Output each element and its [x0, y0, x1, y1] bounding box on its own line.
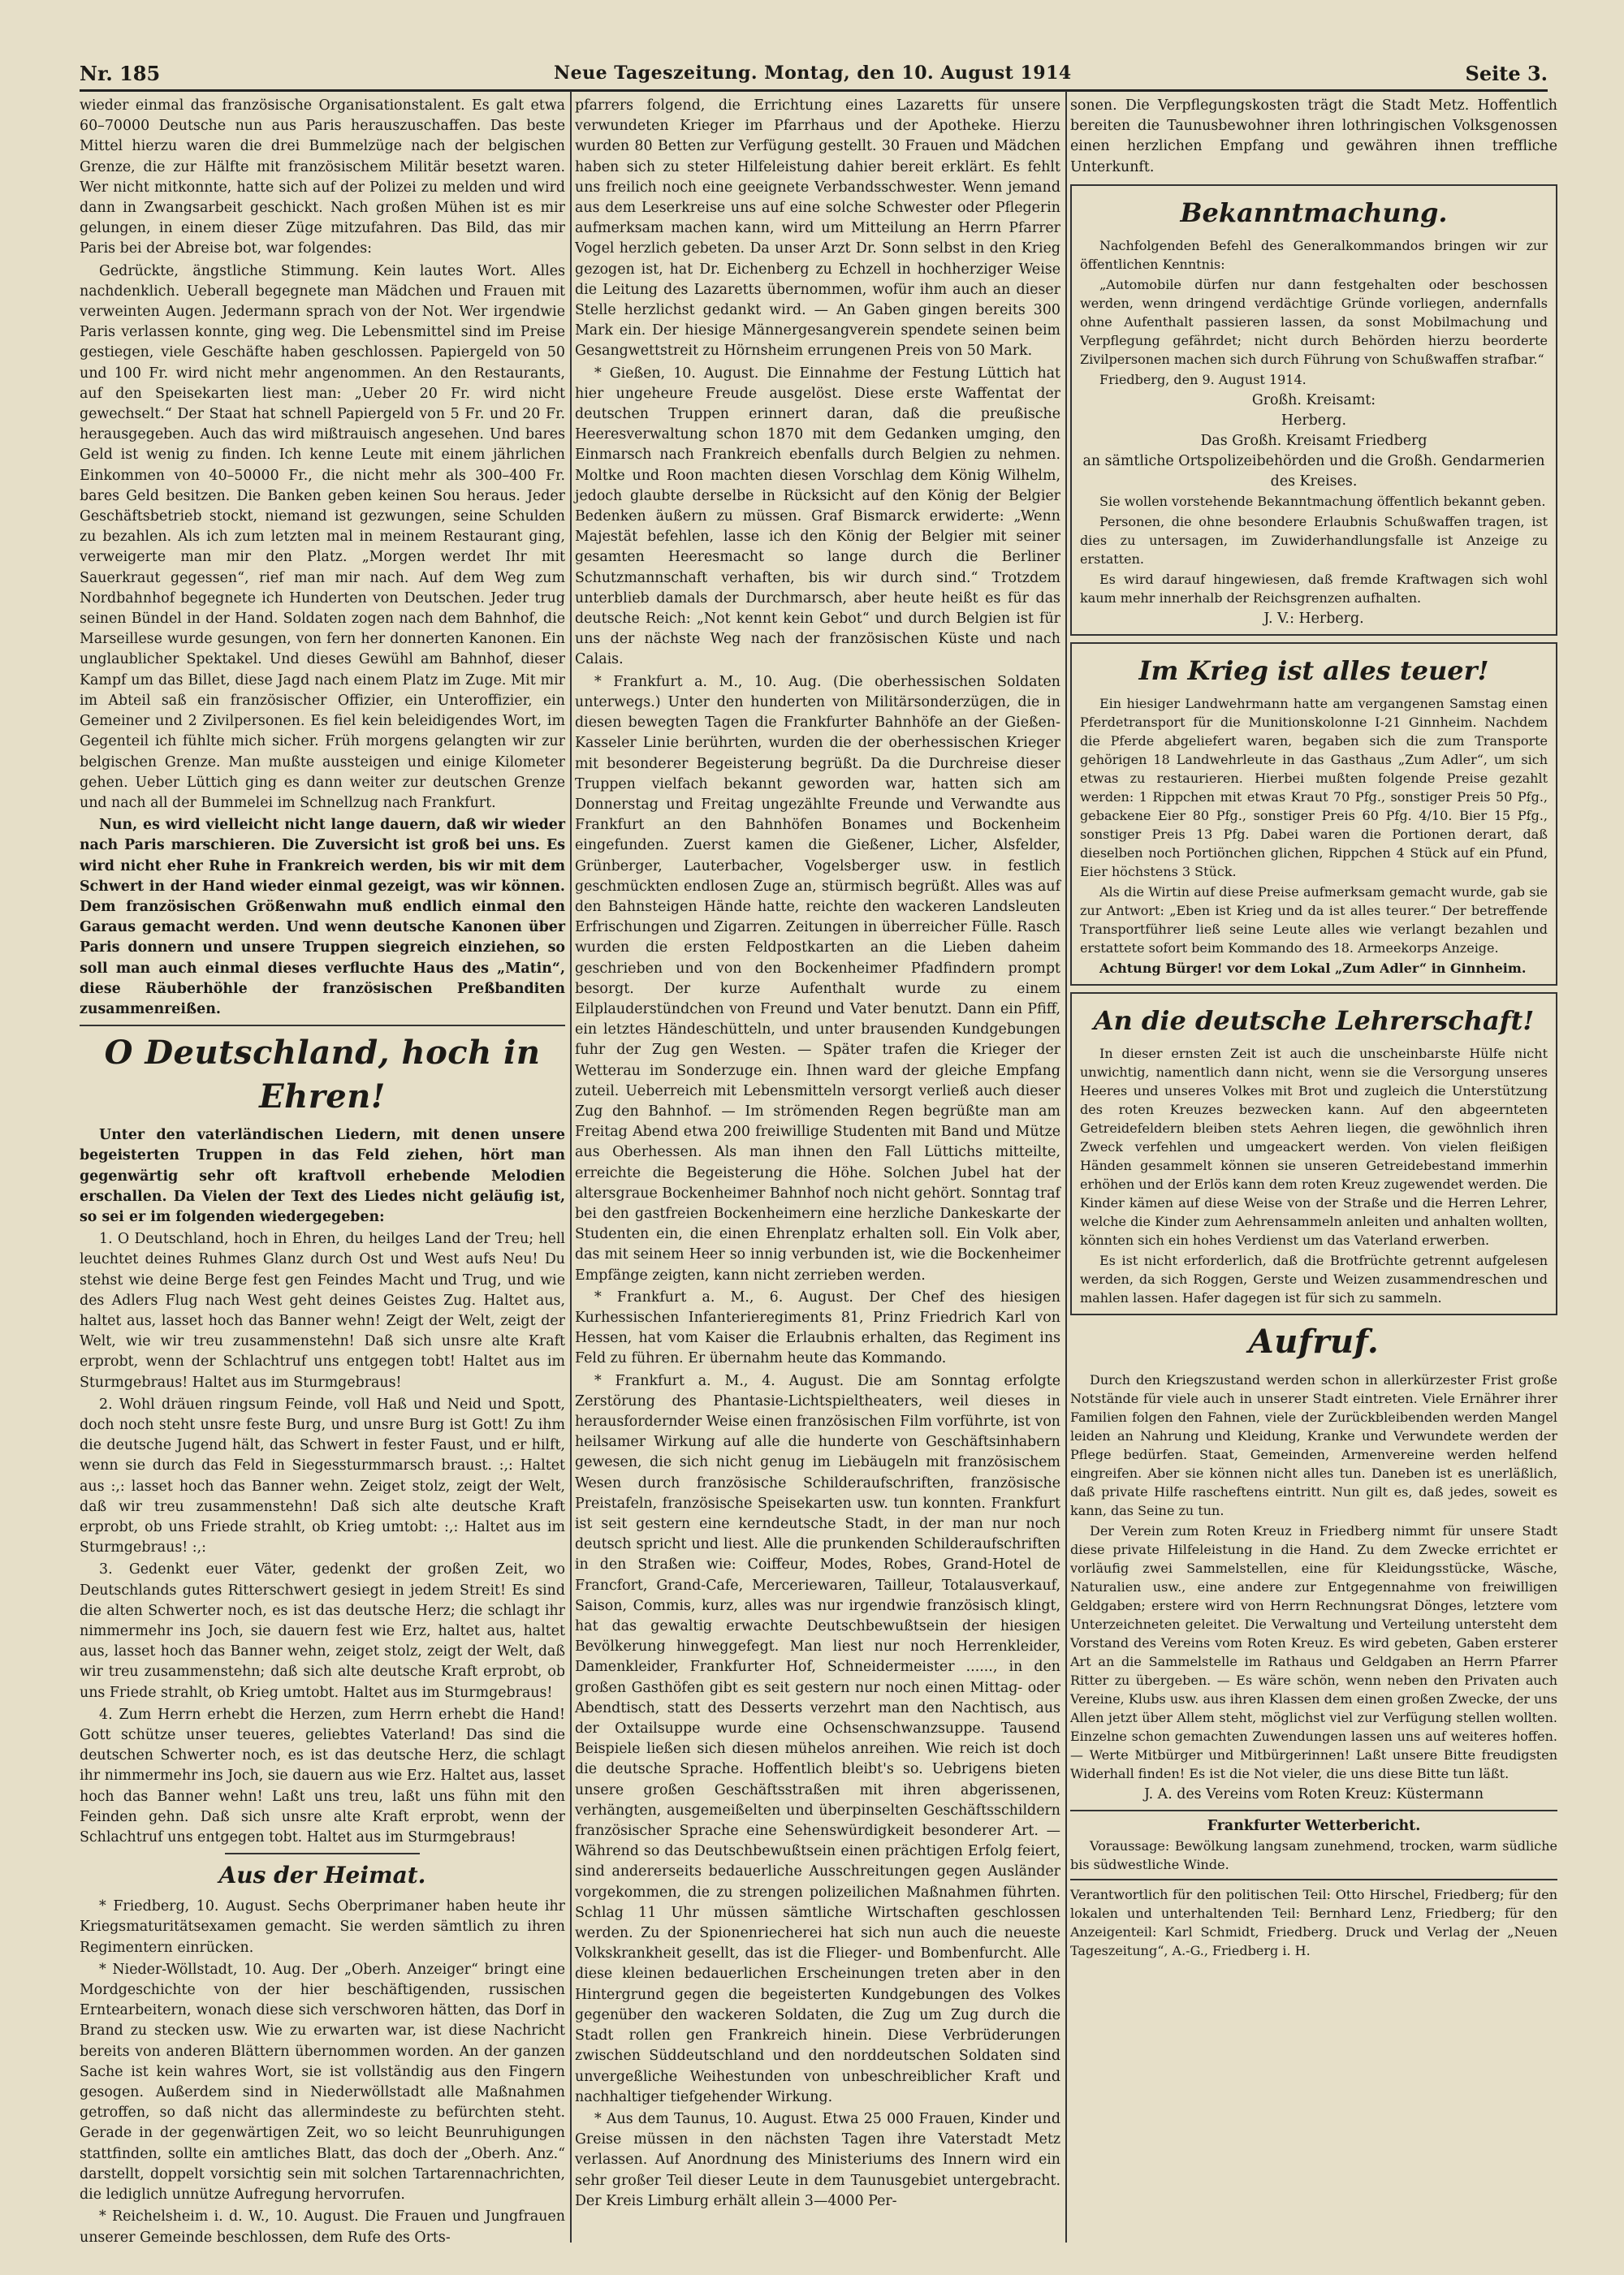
aufruf-p1: Durch den Kriegszustand werden schon in allerkürzester Frist große Notstände für viele auch in unserer Stadt eintreten. Viele Ernährer ihrer Familien folgen den Fahnen, viele der Zurückbleibenden werden Mangel leiden an Nahrung und Kleidung, Kranke und Verwundete werden der Pflege bedürfen. Staat, Gemeinden, Armenvereine werden helfend eingreifen. Aber sie können nicht alles tun. Daneben ist es unerläßlich, daß private Hilfe rascheftens eintritt. Nun gilt es, daß jedes, soweit es kann, das Seine zu tun.: [1070, 1371, 1557, 1518]
column-1: [80, 96, 565, 2246]
song-verse-1: 1. O Deutschland, hoch in Ehren, du heilges Land der Treu; hell leuchtet deines Ruhmes Glanz durch Ost und West aufs Neu! Du stehst wie deine Berge fest gen Feindes Macht und Trug, und wie des Adlers Flug nach West geht deines Geistes Zug. Haltet aus, haltet aus, lasset hoch das Banner wehn! Zeigt der Welt, zeigt der Welt, wie wir treu zusammenstehn! Daß sich unsre alte Kraft erprobt, wenn der Schlachtruf uns entgegen tobt! Haltet aus im Sturmgebraus! Haltet aus im Sturmgebraus!: [80, 1231, 565, 1391]
song-intro: Unter den vaterländischen Liedern, mit denen unsere begeisterten Truppen in das Feld ziehen, hört man gegenwärtig sehr oft kraftvoll erhebende Melodien erschallen. Da Vielen der Text des Liedes nicht geläufig ist, so sei er im folgenden wiedergegeben:: [80, 1127, 565, 1225]
bek-office: Großh. Kreisamt:: [1251, 391, 1376, 408]
song-verse-4: 4. Zum Herrn erhebt die Herzen, zum Herrn erhebt die Hand! Gott schütze unser teueres, geliebtes Vaterland! Das sind die deutschen Schwerter noch, es ist das deutsche Herz, die schlagt ihr nimmermehr ins Joch, sie dauern aus wie Erz. Haltet aus, lasset hoch das Banner wehn! Laßt uns treu, laßt uns fühn mit den Feinden gehn. Daß sich unsre alte Kraft erprobt, wenn der Schlachtruf uns entgegen tobt. Haltet aus im Sturmgebraus!: [80, 1706, 565, 1846]
krieg-p1: Ein hiesiger Landwehrmann hatte am vergangenen Samstag einen Pferdetransport für die Munitionskolonne I-21 Ginnheim. Nachdem die Pferde abgeliefert waren, begaben sich die zum Transporte gehörigen 18 Landwehrleute in das Gasthaus „Zum Adler“, um sich etwas zu restaurieren. Hierbei mußten folgende Preise gezahlt werden: 1 Rippchen mit etwas Kraut 70 Pfg., sonstiger Preis 50 Pfg., gebackene Eier 80 Pfg., sonstiger Preis 60 Pfg. 4/10. Bier 15 Pfg., sonstiger Preis 13 Pfg. Dabei waren die Portionen derart, daß dieselben noch Portiönchen glichen, Rippchen 4 Stück auf ein Pfund, Eier höchstens 3 Stück.: [1080, 695, 1548, 879]
lehrer-p2: Es ist nicht erforderlich, daß die Brotfrüchte getrennt aufgelesen werden, da sich Roggen, Gerste und Weizen zusammendreschen und mahlen lassen. Hafer dagegen ist für sich zu sammeln.: [1080, 1252, 1548, 1306]
heading-wetterbericht: Frankfurter Wetterbericht.: [1207, 1817, 1421, 1834]
news-metz-continued: sonen. Die Verpflegungskosten trägt die Stadt Metz. Hoffentlich bereiten die Taunusbewohner ihren lothringischen Volksgenossen einen herzlichen Empfang und gewähren ihnen treffliche Unterkunft.: [1070, 97, 1557, 175]
news-frankfurt-soldaten: * Frankfurt a. M., 10. Aug. (Die oberhessischen Soldaten unterwegs.) Unter den hunderten von Militärsonderzügen, die in diesen bewegten Tagen die Frankfurter Bahnhöfe an der Gießen-Kasseler Linie berührten, wurden die der oberhessischen Krieger mit besonderer Begeisterung begrüßt. Da die Durchreise dieser Truppen vielfach bekannt geworden war, hatten sich am Donnerstag und Freitag ungezählte Freunde und Verwandte aus Frankfurt an den Bahnhöfen Bonames und Bockenheim eingefunden. Zuerst kamen die Gießener, Licher, Alsfelder, Grünberger, Lauterbacher, Vogelsberger usw. in festlich geschmückten endlosen Zuge an, stürmisch begrüßt. Alles was auf den Bahnsteigen Hände hatte, reichte den wackeren Landsleuten Erfrischungen und Zigarren. Zeitungen in überreicher Fülle. Rasch wurden die ersten Feldpostkarten an die Lieben daheim geschrieben und von den Bockenheimer Pfadfindern prompt besorgt. Der kurze Aufenthalt wurde zu einem Eilplauderstündchen von Freund und Vater benutzt. Dann ein Pfiff, ein letztes Händeschütteln, und unter brausenden Kundgebungen fuhr der Zug gen Westen. — Später trafen die Krieger der Wetterau im Sonderzuge ein. Ihnen ward der gleiche Empfang zuteil. Ueberreich mit Lebensmitteln versorgt verließ auch dieser Zug den Bahnhof. — Im strömenden Regen begrüßte man am Freitag Abend etwa 200 freiwillige Studenten mit Band und Mütze aus Oberhessen. Als man ihnen den Fall Lüttichs mitteilte, erreichte die Begeisterung die Höhe. Solchen Jubel hat der altersgraue Bockenheimer Bahnhof noch nicht gehört. Sonntag traf bei den gastfreien Bockenheimern eine herzliche Dankeskarte der Studenten ein, die einen Ehrenplatz erhalten soll. Ein Volk aber, das mit seinem Heer so innig verbunden ist, wie die Bockenheimer Empfänge zeigten, kann nicht zerrieben werden.: [575, 673, 1060, 1284]
bek-p3: Personen, die ohne besondere Erlaubnis Schußwaffen tragen, ist dies zu untersagen, im Zuwiderhandlungsfalle ist Anzeige zu erstatten.: [1080, 513, 1548, 567]
bek-p4: Es wird darauf hingewiesen, daß fremde Kraftwagen sich wohl kaum mehr innerhalb der Reichsgrenzen aufhalten.: [1080, 571, 1548, 606]
krieg-p2: Als die Wirtin auf diese Preise aufmerksam gemacht wurde, gab sie zur Antwort: „Eben ist Krieg und da ist alles teurer.“ Der betreffende Transportführer ließ seine Leute alles wie verlangt bezahlen und erstattete sofort beim Kommando des 18. Armeekorps Anzeige.: [1080, 883, 1548, 956]
notice-krieg-teuer: [1070, 642, 1557, 986]
news-nieder-woellstadt: * Nieder-Wöllstadt, 10. Aug. Der „Oberh. Anzeiger“ bringt eine Mordgeschichte von der hier beschäftigenden, russischen Erntearbeitern, wonach diese sich verschworen hätten, das Dorf in Brand zu stecken usw. Wie zu erwarten war, ist diese Nachricht bereits von anderen Blättern übernommen worden. An der ganzen Sache ist kein wahres Wort, sie ist vollständig aus den Fingern gesogen. Außerdem sind in Niederwöllstadt alle Maßnahmen getroffen, so daß nicht das allermindeste zu befürchten steht. Gerade in der gegenwärtigen Zeit, wo so leicht Beunruhigungen stattfinden, sollte ein amtliches Blatt, das doch der „Oberh. Anz.“ darstellt, doppelt vorsichtig sein mit solchen Tartarennachrichten, die lediglich unnütze Aufregung hervorrufen.: [80, 1961, 565, 2204]
page-label: Seite 3.: [1465, 61, 1548, 85]
news-giessen: * Gießen, 10. August. Die Einnahme der Festung Lüttich hat hier ungeheure Freude ausgelöst. Diese erste Waffentat der deutschen Truppen erinnert daran, daß die preußische Heeresverwaltung schon 1870 mit dem Gedanken umging, den Einmarsch nach Frankreich ebenfalls durch Belgien zu nehmen. Moltke und Roon machten diesen Vorschlag dem König Wilhelm, jedoch glaubte derselbe in Rücksicht auf den König der Belgier Bedenken äußern zu müssen. Graf Bismarck erwiderte: „Wenn Majestät befehlen, lasse ich den König der Belgier mit seiner gesamten Heeresmacht so lange durch die Berliner Schutzmannschaft verhaften, bis wir durch sind.“ Trotzdem unterblieb damals der Durchmarsch, aber heute heißt es für das deutsche Reich: „Not kennt kein Gebot“ und durch Belgien ist für uns der nächste Weg nach der französischen Küste und nach Calais.: [575, 365, 1060, 668]
separator: [1070, 1810, 1557, 1811]
bek-to-1: Das Großh. Kreisamt Friedberg: [1200, 432, 1427, 449]
bek-p2: Sie wollen vorstehende Bekanntmachung öffentlich bekannt geben.: [1099, 493, 1546, 509]
heading-heimat: Aus der Heimat.: [218, 1862, 426, 1889]
bek-name: Herberg.: [1281, 412, 1347, 429]
article-paris-conclusion: Nun, es wird vielleicht nicht lange dauern, daß wir wieder nach Paris marschieren. Die Zuversicht ist groß bei uns. Es wird nicht eher Ruhe in Frankreich werden, bis wir mit dem Schwert in der Hand wieder einmal gezeigt, was wir können. Dem französischen Größenwahn muß endlich einmal den Garaus gemacht werden. Und wenn deutsche Kanonen über Paris donnern und unsere Truppen siegreich einziehen, so soll man auch einmal dieses verfluchte Haus des „Matin“, diese Räuberhöhle der französischen Preßbanditen zusammenreißen.: [80, 817, 565, 1017]
column-divider: [570, 91, 572, 2243]
song-verse-2: 2. Wohl dräuen ringsum Feinde, voll Haß und Neid und Spott, doch noch steht unsre feste Burg, und unsre Burg ist Gott! Zu ihm die deutsche Jugend hält, das Schwert in fester Faust, und er hilft, wenn sie durch das Feld in Siegessturmmarsch braust. :,: Haltet aus :,: lasset hoch das Banner wehn. Zeiget stolz, zeigt der Welt, daß wir treu zusammenstehn! Daß sich alte deutsche Kraft erprobt, ob uns Friede strahlt, ob Krieg umtobt: :,: Haltet aus im Sturmgebraus! :,:: [80, 1396, 565, 1556]
lehrer-p1: In dieser ernsten Zeit ist auch die unscheinbarste Hülfe nicht unwichtig, namentlich dann nicht, wenn sie die Versorgung unseres Heeres und unseres Volkes mit Brot und zugleich die Unterstützung des roten Kreuzes bezwecken kann. Auf den abgeernteten Getreidefeldern bleiben stets Aehren liegen, die gewöhnlich ihren Zweck verfehlen und umgeackert werden. Von vielen fleißigen Händen gesammelt können sie unseren Getreidebestand immerhin erhöhen und der Erlös kann dem roten Kreuz zugewendet werden. Die Kinder kämen auf diese Weise von der Straße und die Herren Lehrer, welche die Kinder zum Aehrensammeln anleiten und anhalten wollten, könnten sich ein hohes Verdienst um das Vaterland erwerben.: [1080, 1045, 1548, 1248]
news-lazarett: pfarrers folgend, die Errichtung eines Lazaretts für unsere verwundeten Krieger im Pfarrhaus und der Apotheke. Hierzu wurden 80 Betten zur Verfügung gestellt. 30 Frauen und Mädchen haben sich zu steter Hilfeleistung dahier bereit erklärt. Es fehlt uns freilich noch eine geeignete Verbandsschwester. Wenn jemand aus dem Leserkreise uns auf eine solche Schwester oder Pflegerin aufmerksam machen kann, wird um Mitteilung an Herrn Pfarrer Vogel herzlich gebeten. Da unser Arzt Dr. Sonn selbst in den Krieg gezogen ist, hat Dr. Eichenberg zu Echzell in hochherziger Weise die Leitung des Lazaretts übernommen, wofür ihm auch an dieser Stelle herzlichst gedankt wird. — An Gaben gingen bereits 300 Mark ein. Der hiesige Männergesangverein spendete seinen beim Gesangwettstreit zu Hörnsheim errungenen Preis von 50 Mark.: [575, 97, 1060, 360]
separator: [80, 1025, 565, 1026]
news-friedberg: * Friedberg, 10. August. Sechs Oberprimaner haben heute ihr Kriegsmaturitätsexamen gemacht. Sie werden sämtlich zu ihren Regimentern einrücken.: [80, 1898, 565, 1956]
column-divider: [1065, 91, 1067, 2243]
separator: [225, 1853, 419, 1854]
article-paris-body: Gedrückte, ängstliche Stimmung. Kein lautes Wort. Alles nachdenklich. Ueberall begegnete man Mädchen und Frauen mit verweinten Augen. Jedermann sprach von der Not. Wer irgendwie Paris verlassen konnte, ging weg. Die Lebensmittel sind im Preise gestiegen, viele Geschäfte haben geschlossen. Papiergeld von 50 und 100 Fr. wird nicht mehr angenommen. An den Restaurants, auf den Speisekarten liest man: „Ueber 20 Fr. wird nicht gewechselt.“ Der Staat hat schnell Papiergeld von 5 Fr. und 20 Fr. herausgegeben. Auch das wird mißtrauisch angesehen. Und bares Geld ist wenig zu finden. Ich kenne Leute mit einem jährlichen Einkommen von 40–50000 Fr., die nicht mehr als 300–400 Fr. bares Geld besitzen. Die Banken geben keinen Sou heraus. Jeder Geschäftsbetrieb stockt, niemand ist gezwungen, seine Schulden zu bezahlen. Als ich zum letzten mal in meinem Restaurant ging, verweigerte man mir den Platz. „Morgen werdet Ihr mit Sauerkraut gegessen“, rief man mir nach. Auf dem Weg zum Nordbahnhof begegnete ich Hunderten von Deutschen. Jeder trug seinen Bündel in der Hand. Soldaten zogen nach dem Bahnhof, die Marseillese wurde gesungen, von fern her donnerten Kanonen. Ein unglaublicher Spektakel. Und dieses Gewühl am Bahnhof, dieser Kampf um das Billet, diese Jagd nach einem Platz im Zuge. Mit mir im Abteil saß ein französischer Offizier, ein Unteroffizier, ein Gemeiner und 2 Zivilpersonen. Es fiel kein beleidigendes Wort, im Gegenteil ich fühlte mich sicher. Früh morgens gelangten wir zur belgischen Grenze. Man mußte aussteigen und einige Kilometer gehen. Ueber Lüttich ging es dann weiter zur deutschen Grenze und nach all der Bummelei im Schnellzug nach Frankfurt.: [80, 262, 565, 811]
imprint: Verantwortlich für den politischen Teil: Otto Hirschel, Friedberg; für den lokalen und unterhaltenden Teil: Bernhard Lenz, Friedberg; für den Anzeigenteil: Karl Schmidt, Friedberg. Druck und Verlag der „Neuen Tageszeitung“, A.-G., Friedberg i. H.: [1070, 1886, 1557, 1958]
bek-sign: J. V.: Herberg.: [1263, 610, 1364, 627]
heading-krieg-teuer: Im Krieg ist alles teuer!: [1138, 654, 1489, 686]
news-taunus: * Aus dem Taunus, 10. August. Etwa 25 000 Frauen, Kinder und Greise müssen in den nächsten Tagen ihre Vaterstadt Metz verlassen. Auf Anordnung des Ministeriums des Innern wird ein sehr großer Teil dieser Leute in dem Taunusgebiet untergebracht. Der Kreis Limburg erhält allein 3—4000 Per-: [575, 2110, 1060, 2209]
heading-aufruf: Aufruf.: [1248, 1322, 1380, 1361]
news-frankfurt-lichtspiel: * Frankfurt a. M., 4. August. Die am Sonntag erfolgte Zerstörung des Phantasie-Lichtspieltheaters, weil dieses in herausfordernder Weise einen französischen Film vorführte, ist von heilsamer Wirkung auf alle die hunderte von Geschäftsinhabern gewesen, die sich nicht genug im Liebäugeln mit französischem Wesen durch französische Schilderaufschriften, französische Preistafeln, französische Speisekarten usw. tun konnten. Frankfurt ist seit gestern eine kerndeutsche Stadt, in der man nur noch deutsch spricht und liest. Alle die prunkenden Schilderaufschriften in den Straßen wie: Coiffeur, Modes, Robes, Grand-Hotel de Francfort, Grand-Cafe, Merceriewaren, Tailleur, Totalausverkauf, Saison, Commis, kurz, alles was nur irgendwie französisch klingt, hat das gewaltig erwachte Deutschbewußtsein der hiesigen Bevölkerung hinweggefegt. Man liest nur noch Herrenkleider, Damenkleider, Frankfurter Hof, Schneidermeister ......, in den großen Gasthöfen gibt es seit gestern nur noch einen Mittag- oder Abendtisch, statt des Desserts verzehrt man den Nachtisch, aus der Oxtailsuppe wurde eine Ochsenschwanzsuppe. Tausend Beispiele ließen sich diesen mühelos anreihen. Wie reich ist doch die deutsche Sprache. Hoffentlich bleibt's so. Uebrigens bieten unsere großen Geschäftsstraßen mit ihren abgerissenen, verhängten, ausgemeißelten und überpinselten Geschäftsschildern französischer Sprache eine Sehenswürdigkeit besonderer Art. — Während so das Deutschbewußtsein einen prächtigen Erfolg feiert, sind andererseits bedauerliche Ausschreitungen gegen Ausländer vorgekommen, die zu strengen polizeilichen Maßnahmen führten. Schlag 11 Uhr müssen sämtliche Wirtschaften geschlossen werden. Zu der Spionenriecherei hat sich nun auch die neueste Volkskrankheit gesellt, das ist die Flieger- und Bombenfurcht. Alle diese kleinen bedauerlichen Erscheinungen treten aber in den Hintergrund gegen die begeisterten Kundgebungen des Volkes gegenüber den wackeren Soldaten, die Zug um Zug durch die Stadt rollen gen Frankreich hinein. Diese Verbrüderungen zwischen Süddeutschland und den norddeutschen Soldaten sind unvergeßliche Weihestunden von unbeschreiblicher Kraft und nachhaltiger tiefgehender Wirkung.: [575, 1372, 1060, 2105]
heading-deutschland: O Deutschland, hoch in Ehren!: [104, 1034, 541, 1116]
wetter-text: Voraussage: Bewölkung langsam zunehmend, trocken, warm südliche bis südwestliche Winde.: [1070, 1837, 1557, 1872]
bek-date: Friedberg, den 9. August 1914.: [1099, 371, 1307, 387]
separator: [1070, 1879, 1557, 1880]
news-reichelsheim: * Reichelsheim i. d. W., 10. August. Die Frauen und Jungfrauen unserer Gemeinde beschlossen, dem Rufe des Orts-: [80, 2208, 565, 2246]
page-number: Nr. 185: [80, 61, 161, 85]
column-3: [1070, 96, 1557, 2236]
bek-intro: Nachfolgenden Befehl des Generalkommandos bringen wir zur öffentlichen Kenntnis:: [1080, 237, 1548, 272]
krieg-p3: Achtung Bürger! vor dem Lokal „Zum Adler“ in Ginnheim.: [1099, 960, 1527, 976]
newspaper-title-date: Neue Tageszeitung. Montag, den 10. August 1914: [553, 63, 1072, 84]
aufruf-sign: J. A. des Vereins vom Roten Kreuz: Küstermann: [1143, 1785, 1484, 1802]
bek-to-2: an sämtliche Ortspolizeibehörden und die Großh. Gendarmerien des Kreises.: [1082, 452, 1545, 490]
aufruf-p2: Der Verein zum Roten Kreuz in Friedberg nimmt für unsere Stadt diese private Hilfeleistung in die Hand. Zu dem Zwecke errichtet er vorläufig zwei Sammelstellen, eine für Kleidungsstücke, Wäsche, Naturalien usw., eine andere zur Entgegennahme von freiwilligen Geldgaben; erstere wird von Herrn Rechnungsrat Dönges, letztere vom Unterzeichneten geleitet. Die Verwaltung und Verteilung untersteht dem Vorstand des Vereins vom Roten Kreuz. Es wird gebeten, Gaben ersterer Art an die Sammelstelle im Rathaus und Geldgaben an Herrn Pfarrer Ritter zu übergeben. — Es wäre schön, wenn neben den Privaten auch Vereine, Klubs usw. aus ihren Klassen dem einen großen Zwecke, der uns Allen jetzt über Allem steht, möglichst viel zur Verfügung stellen wollten. Einzelne schon gemachten Zuwendungen lassen uns auf weiteres hoffen. — Werte Mitbürger und Mitbürgerinnen! Laßt unsere Bitte freudigsten Widerhall finden! Es ist die Not vieler, die uns diese Bitte tun läßt.: [1070, 1522, 1557, 1781]
heading-bekanntmachung: Bekanntmachung.: [1180, 196, 1448, 228]
notice-lehrerschaft: [1070, 992, 1557, 1315]
article-paris-intro: wieder einmal das französische Organisationstalent. Es galt etwa 60–70000 Deutsche nun aus Paris herauszuschaffen. Das beste Mittel hierzu waren die drei Bummelzüge nach der belgischen Grenze, die zur Hälfte mit französischem Militär besetzt waren. Wer nicht mitkonnte, hatte sich auf der Polizei zu melden und wird dann in Zwangsarbeit geschickt. Nach großen Mühen ist es mir gelungen, in einem dieser Züge mitzufahren. Das Bild, das mir Paris bei der Abreise bot, war folgendes:: [80, 97, 565, 257]
heading-lehrerschaft: An die deutsche Lehrerschaft!: [1093, 1004, 1535, 1036]
notice-bekanntmachung: [1070, 184, 1557, 636]
column-2: [575, 96, 1060, 2236]
song-verse-3: 3. Gedenkt euer Väter, gedenkt der großen Zeit, wo Deutschlands gutes Ritterschwert gesiegt in jedem Streit! Es sind die alten Schwerter noch, es ist das deutsche Herz; die schlagt ihr nimmermehr ins Joch, sie dauern fest wie Erz, haltet aus, haltet aus, lasset hoch das Banner wehn, zeiget stolz, zeigt der Welt, daß wir treu zusammenstehn; daß sich alte deutsche Kraft erprobt, ob uns Friede strahlt, ob Krieg umtobt. Haltet aus im Sturmgebraus!: [80, 1561, 565, 1701]
masthead-rule: [80, 89, 1548, 92]
bek-quote: „Automobile dürfen nur dann festgehalten oder beschossen werden, wenn dringend verdächtige Gründe vorliegen, andernfalls ohne Aufenthalt passieren lassen, da sonst Mobilmachung und Verpflegung gefährdet; nicht durch Behörden hierzu beorderte Zivilpersonen machen sich durch Führung von Schußwaffen strafbar.“: [1080, 276, 1548, 367]
news-frankfurt-regiment: * Frankfurt a. M., 6. August. Der Chef des hiesigen Kurhessischen Infanterieregiments 81, Prinz Friedrich Karl von Hessen, hat vom Kaiser die Erlaubnis erhalten, das Regiment ins Feld zu führen. Er übernahm heute das Kommando.: [575, 1289, 1060, 1367]
masthead: [80, 58, 1548, 88]
